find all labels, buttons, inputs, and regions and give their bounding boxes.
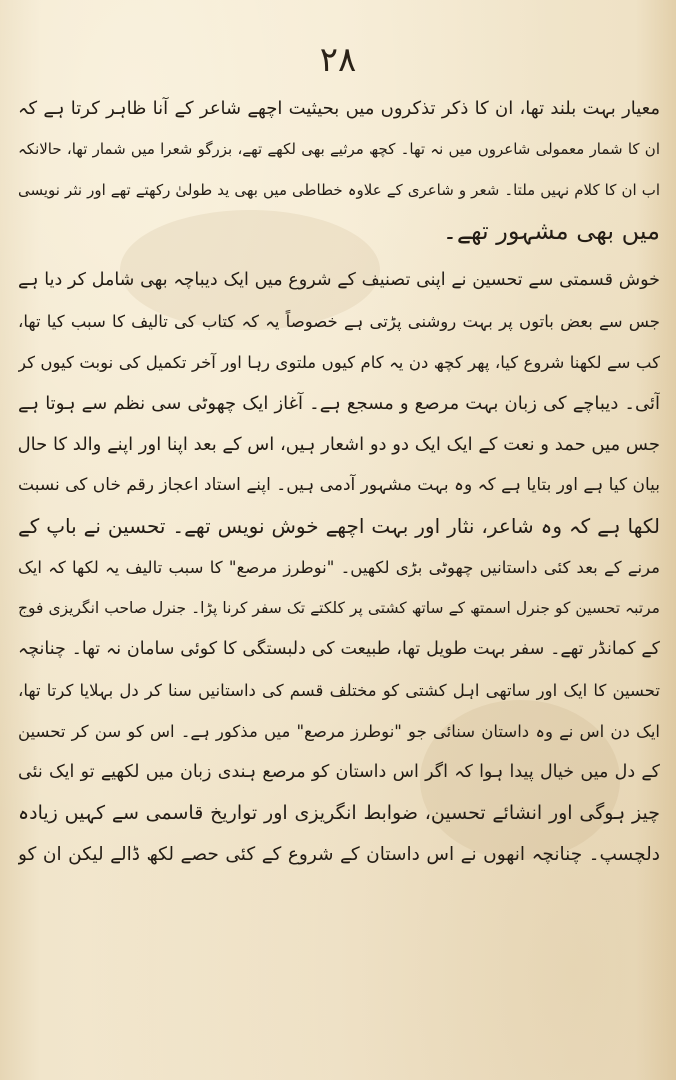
page-number: ۲۸ (319, 40, 357, 80)
text-line: خوش قسمتی سے تحسین نے اپنی تصنیف کے شروع میں ایک دیباچہ بھی شامل کر دیا ہے (18, 270, 660, 290)
text-line: آئی۔ دیباچے کی زبان بہت مرصع و مسجع ہے۔ آغاز ایک چھوٹی سی نظم سے ہوتا ہے (18, 393, 660, 414)
text-line: تحسین کا ایک اور ساتھی اہل کشتی کو مختلف قسم کی داستانیں سنا کر دل بہلایا کرتا تھا، (18, 681, 660, 700)
text-line: ان کا شمار معمولی شاعروں میں نہ تھا۔ کچھ مرثیے بھی لکھے تھے، بزرگو شعرا میں شمار تھا، حالانکہ (18, 140, 660, 158)
text-line: مرنے کے بعد کئی داستانیں چھوٹی بڑی لکھیں۔ "نوطرز مرصع" کا سبب تالیف یہ لکھا کہ ایک (18, 558, 660, 577)
text-line: لکھا ہے کہ وہ شاعر، نثار اور بہت اچھے خوش نویس تھے۔ تحسین نے باپ کے (18, 514, 660, 538)
text-line: کے دل میں خیال پیدا ہوا کہ اگر اس داستان کو مرصع ہندی زبان میں لکھیے تو ایک نئی (18, 762, 660, 782)
text-line: بیان کیا ہے اور بتایا ہے کہ وہ بہت مشہور آدمی ہیں۔ اپنے استاد اعجاز رقم خاں کی نسبت (18, 475, 660, 495)
text-line: چیز ہوگی اور انشائے تحسین، ضوابط انگریزی اور تواریخ قاسمی سے کہیں زیادہ (18, 802, 660, 824)
text-line: معیار بہت بلند تھا، ان کا ذکر تذکروں میں بحیثیت اچھے شاعر کے آنا ظاہر کرتا ہے کہ (18, 98, 660, 119)
text-line: جس سے بعض باتوں پر بہت روشنی پڑتی ہے خصوصاً یہ کہ کتاب کی تالیف کا سبب کیا تھا، (18, 312, 660, 331)
page-body (18, 88, 660, 875)
text-line: ایک دن اس نے وہ داستان سنائی جو "نوطرز مرصع" میں مذکور ہے۔ اس کو سن کر تحسین (18, 722, 660, 741)
paragraph-2 (18, 260, 660, 875)
text-line: مرتبہ تحسین کو جنرل اسمتھ کے ساتھ کشتی پر کلکتے تک سفر کرنا پڑا۔ جنرل صاحب انگریزی فوج (18, 599, 660, 617)
text-line: جس میں حمد و نعت کے ایک ایک دو دو اشعار ہیں، اس کے بعد اپنا اور اپنے والد کا حال (18, 434, 660, 455)
text-line: میں بھی مشہور تھے۔ (442, 217, 660, 245)
paragraph-1 (18, 88, 660, 252)
text-line: کے کمانڈر تھے۔ سفر بہت طویل تھا، طبیعت کی دلبستگی کا کوئی سامان نہ تھا۔ چنانچہ (18, 639, 660, 659)
text-line: دلچسپ۔ چنانچہ انھوں نے اس داستان کے شروع کے کئی حصے لکھ ڈالے لیکن ان کو (18, 844, 660, 865)
text-line: کب سے لکھنا شروع کیا، پھر کچھ دن یہ کام کیوں ملتوی رہا اور آخر تکمیل کی نوبت کیوں کر (18, 353, 660, 372)
text-line: اب ان کا کلام نہیں ملتا۔ شعر و شاعری کے علاوہ خطاطی میں بھی ید طولیٰ رکھتے تھے اور نثر نویسی (18, 181, 660, 199)
